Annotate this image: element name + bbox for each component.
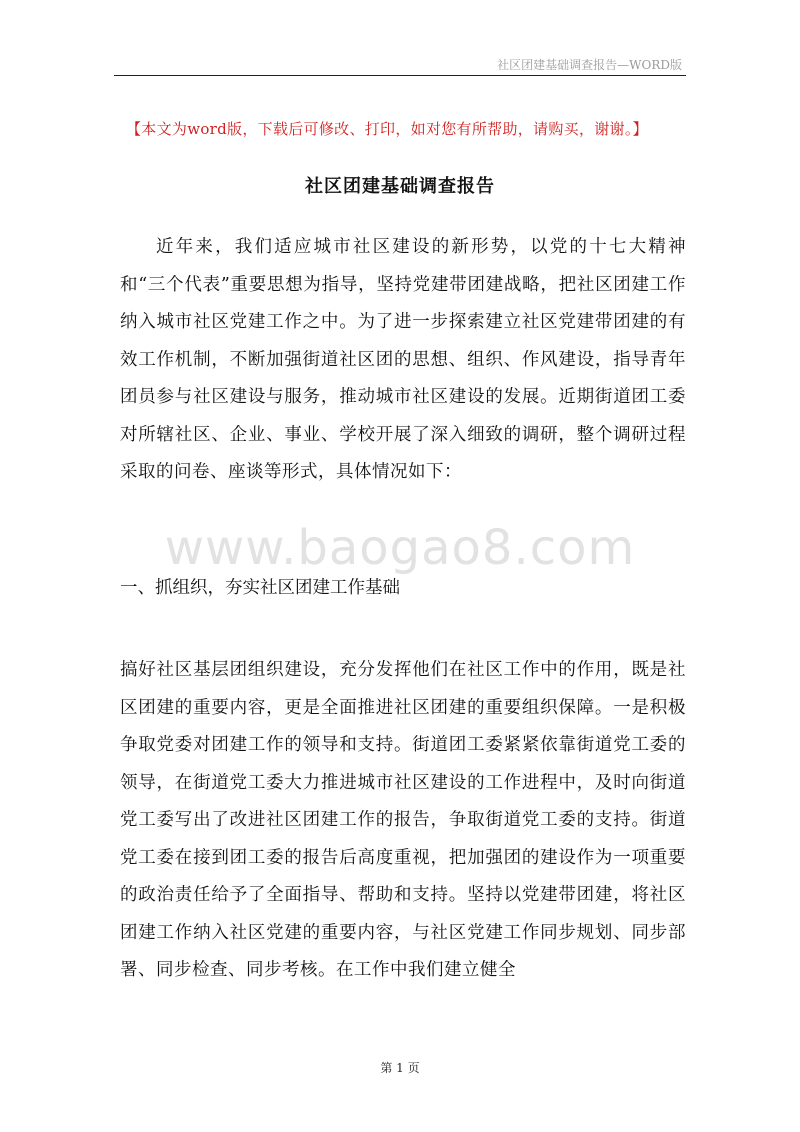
running-header: 社区团建基础调查报告—WORD版	[497, 58, 682, 72]
body-paragraph: 搞好社区基层团组织建设，充分发挥他们在社区工作中的作用，既是社区团建的重要内容，更是全面推进社区团建的重要组织保障。一是积极争取党委对团建工作的领导和支持。街道团工委紧紧依靠街道党工委的领导，在街道党工委大力推进城市社区建设的工作进程中，及时向街道党工委写出了改进社区团建工作的报告，争取街道党工委的支持。街道党工委在接到团工委的报告后高度重视，把加强团的建设作为一项重要的政治责任给予了全面指导、帮助和支持。坚持以党建带团建，将社区团建工作纳入社区党建的重要内容，与社区党建工作同步规划、同步部署、同步检查、同步考核。在工作中我们建立健全	[120, 660, 686, 980]
section-heading: 一、抓组织，夯实社区团建工作基础	[120, 578, 400, 598]
purchase-notice: 【本文为word版，下载后可修改、打印，如对您有所帮助，请购买，谢谢。】	[126, 120, 648, 138]
watermark-text: www.baogao8.com	[164, 520, 636, 576]
document-title: 社区团建基础调查报告	[305, 176, 495, 197]
intro-paragraph: 近年来，我们适应城市社区建设的新形势，以党的十七大精神和“三个代表”重要思想为指导，坚持党建带团建战略，把社区团建工作纳入城市社区党建工作之中。为了进一步探索建立社区党建带团建的有效工作机制，不断加强街道社区团的思想、组织、作风建设，指导青年团员参与社区建设与服务，推动城市社区建设的发展。近期街道团工委对所辖社区、企业、事业、学校开展了深入细致的调研，整个调研过程采取的问卷、座谈等形式，具体情况如下：	[120, 237, 686, 482]
page-number: 第 1 页	[380, 1061, 420, 1075]
header-divider	[114, 75, 686, 76]
